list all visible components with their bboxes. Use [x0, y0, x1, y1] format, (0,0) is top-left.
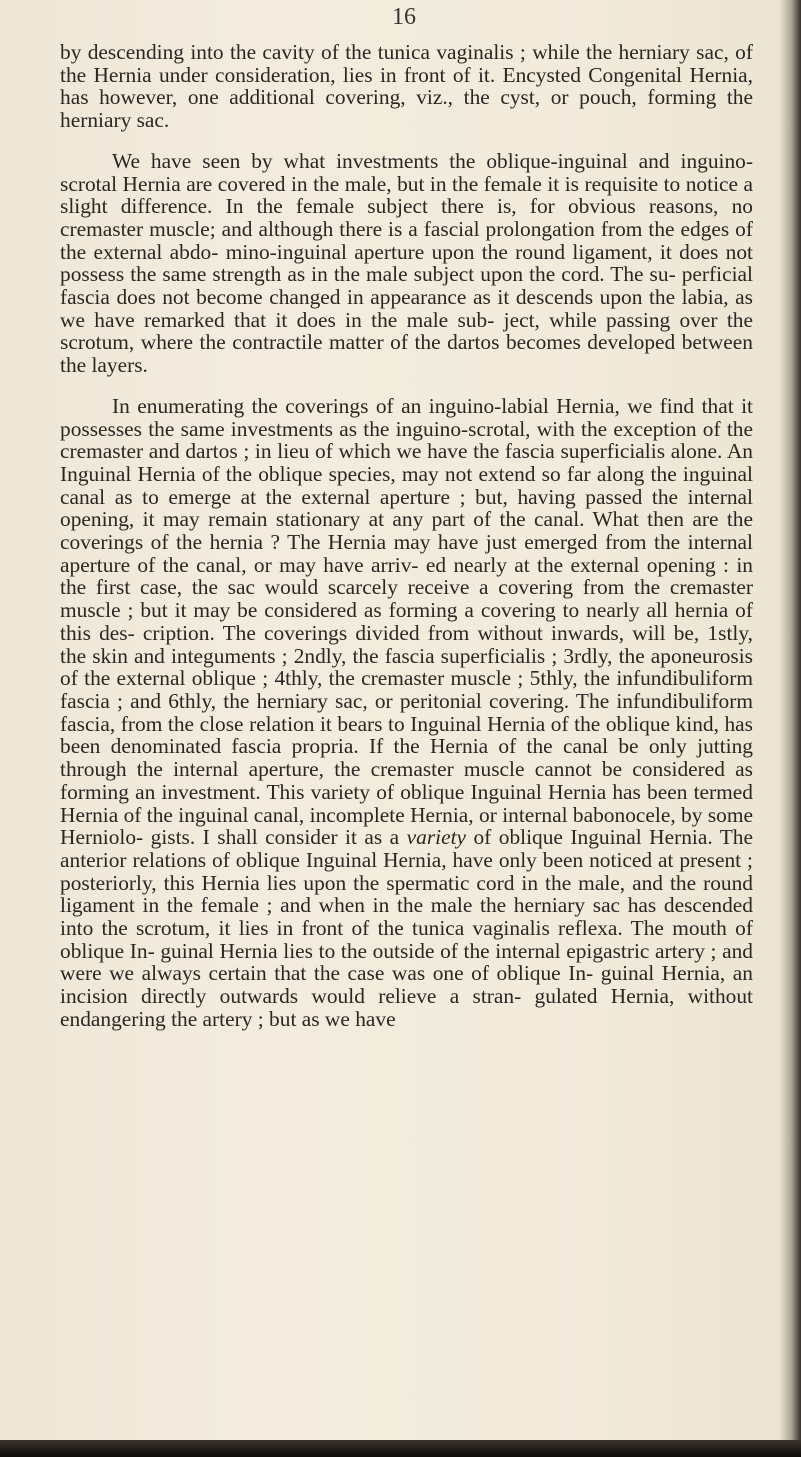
page-number: 16: [392, 4, 416, 30]
paragraph-3-emphasis: variety: [406, 825, 467, 850]
paragraph-3-text-b: of oblique Inguinal Hernia. The anterior relations of oblique Inguinal Hernia, have only been noticed at present ; posteriorly, this Hernia lies upon the spermatic cord in the male, and the round ligament in the female ; and when in the male the herniary sac has descended into the scrotum, it lies in front of the tunica vaginalis reflexa. The mouth of oblique In- guinal Hernia lies to the outside of the internal epigastric artery ; and were we always certain that the case was one of oblique In- guinal Hernia, an incision directly outwards would relieve a stran- gulated Hernia, without endangering the artery ; but as we have: [60, 825, 753, 1031]
scan-edge: [0, 1440, 801, 1457]
paragraph-3: [60, 395, 753, 1031]
binding-shadow: [779, 0, 801, 1457]
paragraph-2: We have seen by what investments the oblique-inguinal and inguino-scrotal Hernia are covered in the male, but in the female it is requisite to notice a slight difference. In the female subject there is, for obvious reasons, no cremaster muscle; and although there is a fascial prolongation from the edges of the external abdo- mino-inguinal aperture upon the round ligament, it does not possess the same strength as in the male subject upon the cord. The su- perficial fascia does not become changed in appearance as it descends upon the labia, as we have remarked that it does in the male sub- ject, while passing over the scrotum, where the contractile matter of the dartos becomes developed between the layers.: [60, 148, 753, 378]
paragraph-1: by descending into the cavity of the tunica vaginalis ; while the herniary sac, of the Hernia under consideration, lies in front of it. Encysted Congenital Hernia, has however, one additional covering, viz., the cyst, or pouch, forming the herniary sac.: [60, 40, 753, 133]
paragraph-3-text-a: In enumerating the coverings of an inguino-labial Hernia, we find that it possesses the same investments as the inguino-scrotal, with the exception of the cremaster and dartos ; in lieu of which we have the fascia superficialis alone. An Inguinal Hernia of the oblique species, may not extend so far along the inguinal canal as to emerge at the external aperture ; but, having passed the internal opening, it may remain stationary at any part of the canal. What then are the coverings of the hernia ? The Hernia may have just emerged from the internal aperture of the canal, or may have arriv- ed nearly at the external opening : in the first case, the sac would scarcely receive a covering from the cremaster muscle ; but it may be considered as forming a covering to nearly all hernia of this des- cription. The coverings divided from without inwards, will be, 1stly, the skin and integuments ; 2ndly, the fascia superficialis ; 3rdly, the aponeurosis of the external oblique ; 4thly, the cremaster muscle ; 5thly, the infundibuliform fascia ; and 6thly, the herniary sac, or peritonial covering. The infundibuliform fascia, from the close relation it bears to Inguinal Hernia of the oblique kind, has been denominated fascia propria. If the Hernia of the canal be only jutting through the internal aperture, the cremaster muscle cannot be considered as forming an investment. This variety of oblique Inguinal Hernia has been termed Hernia of the inguinal canal, incomplete Hernia, or internal babonocele, by some Herniolo- gists. I shall consider it as a: [60, 393, 753, 850]
body-text: [60, 41, 753, 1049]
